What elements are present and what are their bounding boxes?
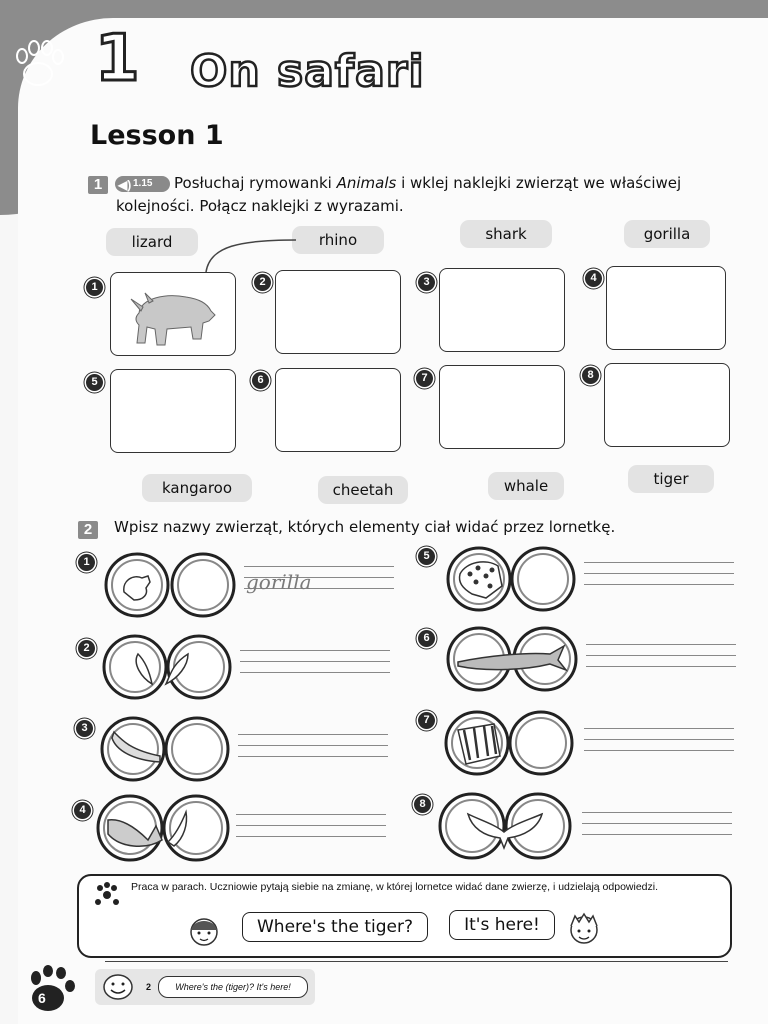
label-rhino[interactable]: rhino bbox=[292, 226, 384, 254]
sticker-box-1[interactable] bbox=[110, 272, 236, 356]
label-gorilla[interactable]: gorilla bbox=[624, 220, 710, 248]
sticker-box-6[interactable] bbox=[275, 368, 401, 452]
box-number-4: 4 bbox=[585, 270, 602, 287]
answer-lines-8[interactable] bbox=[582, 812, 732, 845]
girl-icon bbox=[186, 914, 222, 950]
binoculars-cheetah-spots bbox=[446, 546, 576, 612]
binoculars-tiger-stripes bbox=[444, 710, 574, 776]
boy-icon bbox=[566, 910, 602, 950]
box-number-8: 8 bbox=[582, 367, 599, 384]
exercise-1-instruction-line2: kolejności. Połącz naklejki z wyrazami. bbox=[116, 197, 404, 215]
answer-lines-3[interactable] bbox=[238, 734, 388, 767]
exercise-2-instruction: Wpisz nazwy zwierząt, których elementy ciał widać przez lornetkę. bbox=[114, 518, 616, 536]
box-number-7: 7 bbox=[416, 370, 433, 387]
item-number-8: 8 bbox=[414, 796, 431, 813]
label-whale[interactable]: whale bbox=[488, 472, 564, 500]
sticker-box-2[interactable] bbox=[275, 270, 401, 354]
speaker-icon: ◀) bbox=[118, 178, 132, 192]
question-bubble: Where's the tiger? bbox=[242, 912, 428, 942]
item-number-5: 5 bbox=[418, 548, 435, 565]
binoculars-shark-body bbox=[446, 626, 578, 692]
instruction-part: Posłuchaj rymowanki bbox=[174, 174, 337, 192]
box-number-1: 1 bbox=[86, 279, 103, 296]
label-kangaroo[interactable]: kangaroo bbox=[142, 474, 252, 502]
rhyme-title: Animals bbox=[336, 174, 397, 192]
item-number-4: 4 bbox=[74, 802, 91, 819]
label-shark[interactable]: shark bbox=[460, 220, 552, 248]
page-number: 6 bbox=[38, 990, 46, 1006]
lesson-title: Lesson 1 bbox=[90, 120, 224, 151]
label-lizard[interactable]: lizard bbox=[106, 228, 198, 256]
answer-lines-6[interactable] bbox=[586, 644, 736, 677]
sticker-box-5[interactable] bbox=[110, 369, 236, 453]
audio-track-badge[interactable] bbox=[115, 176, 170, 192]
smiley-icon bbox=[102, 973, 134, 1001]
answer-lines-5[interactable] bbox=[584, 562, 734, 595]
audio-track-number: 1.15 bbox=[133, 178, 153, 189]
footer-phrase: Where's the (tiger)? It's here! bbox=[158, 976, 308, 998]
pairwork-instruction: Praca w parach. Uczniowie pytają siebie na zmianę, w której lornetce widać dane zwierzę, i udzielają odpowiedzi. bbox=[131, 881, 659, 893]
binoculars-rhino-horn bbox=[96, 794, 230, 862]
box-number-6: 6 bbox=[252, 372, 269, 389]
item-number-6: 6 bbox=[418, 630, 435, 647]
box-number-2: 2 bbox=[254, 274, 271, 291]
sticker-box-7[interactable] bbox=[439, 365, 565, 449]
box-number-5: 5 bbox=[86, 374, 103, 391]
exercise-2-number: 2 bbox=[78, 521, 98, 539]
answer-lines-2[interactable] bbox=[240, 650, 390, 683]
binoculars-kangaroo-ears bbox=[102, 634, 232, 700]
item-number-3: 3 bbox=[76, 720, 93, 737]
item-number-2: 2 bbox=[78, 640, 95, 657]
answer-lines-4[interactable] bbox=[236, 814, 386, 847]
exercise-1-number: 1 bbox=[88, 176, 108, 194]
sticker-box-3[interactable] bbox=[439, 268, 565, 352]
footer-item-number: 2 bbox=[146, 982, 152, 992]
footer-divider bbox=[105, 961, 728, 962]
unit-title: On safari bbox=[190, 46, 425, 97]
instruction-part: i wklej naklejki zwierząt we właściwej bbox=[396, 174, 682, 192]
item-number-7: 7 bbox=[418, 712, 435, 729]
paw-icon bbox=[26, 964, 78, 1014]
sticker-box-8[interactable] bbox=[604, 363, 730, 447]
sticker-box-4[interactable] bbox=[606, 266, 726, 350]
binoculars-gorilla-hand bbox=[104, 552, 236, 618]
paw-icon bbox=[8, 34, 68, 94]
binoculars-lizard-tail bbox=[100, 716, 230, 782]
label-tiger[interactable]: tiger bbox=[628, 465, 714, 493]
item-number-1: 1 bbox=[78, 554, 95, 571]
answer-bubble: It's here! bbox=[449, 910, 555, 940]
rhino-sticker bbox=[111, 273, 235, 355]
example-answer: gorilla bbox=[246, 570, 312, 594]
unit-number: 1 bbox=[95, 22, 138, 96]
binoculars-whale-tail bbox=[438, 792, 572, 860]
pairwork-icon bbox=[92, 880, 122, 910]
answer-lines-7[interactable] bbox=[584, 728, 734, 761]
label-cheetah[interactable]: cheetah bbox=[318, 476, 408, 504]
box-number-3: 3 bbox=[418, 274, 435, 291]
exercise-1-instruction bbox=[174, 172, 739, 195]
